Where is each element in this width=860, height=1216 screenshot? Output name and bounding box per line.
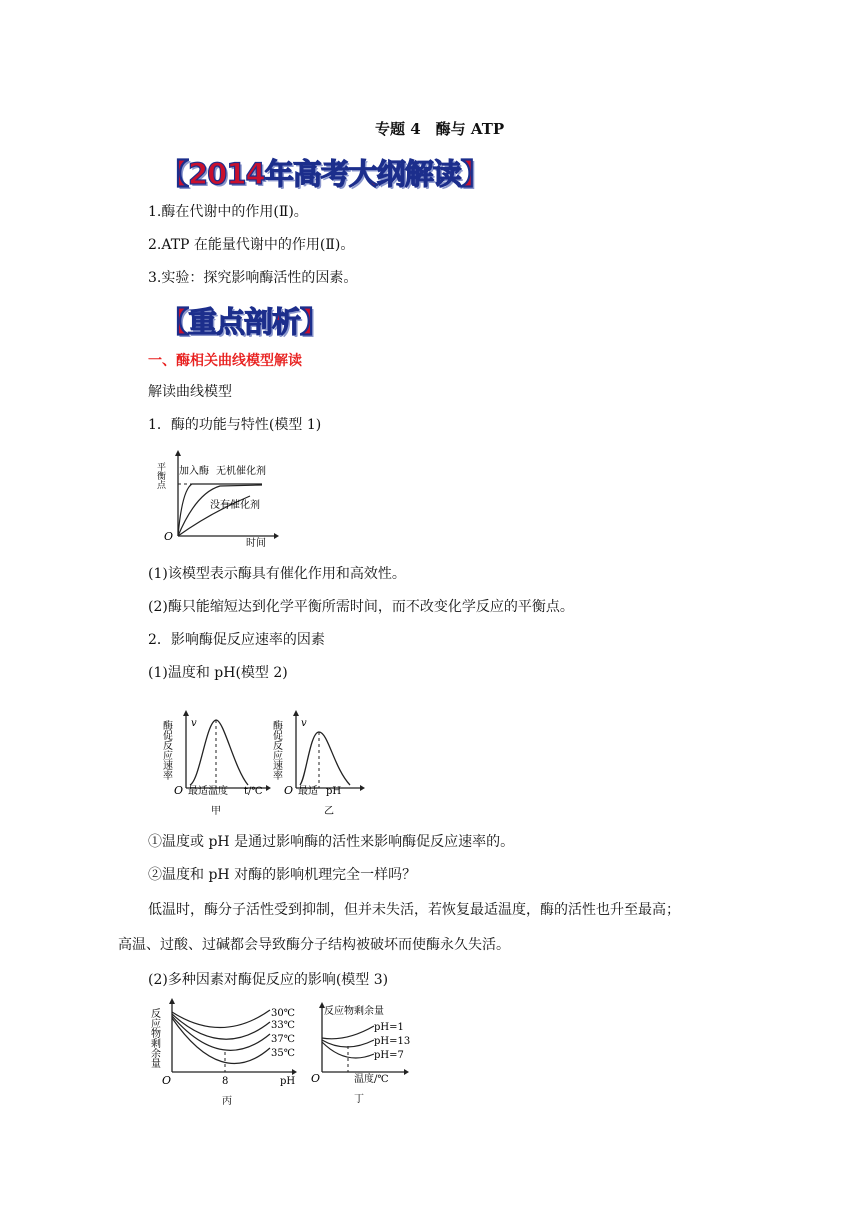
caption: 甲 [211,806,221,817]
x-unit-label: pH [280,1076,296,1087]
ph-curve [300,732,350,785]
x-axis-label: 时间 [246,538,266,549]
origin-label: O [162,1074,172,1087]
x-mark-label: 最适温度 [188,786,228,797]
x-unit-label: pH [326,786,342,797]
sub-heading-1: (1)温度和 pH(模型 2) [148,665,288,681]
temperature-curve [190,720,248,785]
x-unit-label: 温度/℃ [354,1074,389,1085]
y-axis-label: 反应物剩余量 [148,1008,160,1068]
series-label: 35℃ [271,1048,295,1059]
caption: 丁 [354,1094,364,1105]
origin-label: O [311,1072,321,1085]
x-unit-label: t/℃ [244,786,263,797]
series-label: 30℃ [271,1008,295,1019]
y-axis-label: 反应物剩余量 [324,1006,384,1017]
series-label: pH=7 [374,1050,404,1061]
v-label: v [301,718,307,729]
intro-text: 解读曲线模型 [148,384,232,400]
x-mark-label: 最适 [298,786,318,797]
paragraph-2: (2)酶只能缩短达到化学平衡所需时间，而不改变化学反应的平衡点。 [148,599,574,615]
model-3-temperature-ph-figure [148,996,307,1108]
origin-label: O [164,530,174,543]
series-label: 37℃ [271,1034,295,1045]
point-1: ①温度或 pH 是通过影响酶的活性来影响酶促反应速率的。 [148,834,515,850]
paragraph-1: (1)该模型表示酶具有催化作用和高效性。 [148,566,406,582]
series-label: pH=1 [374,1022,404,1033]
origin-label: O [284,784,294,797]
section-heading: 一、酶相关曲线模型解读 [148,353,302,369]
series-label: pH=13 [374,1036,411,1047]
caption: 丙 [222,1096,232,1107]
outline-item-1: 1.酶在代谢中的作用(Ⅱ)。 [148,204,308,220]
origin-label: O [174,784,184,797]
section-banner-key-points: 【重点剖析】 [160,305,329,339]
y-axis-label: 平衡点 [155,462,165,489]
item-1-heading: 1．酶的功能与特性(模型 1) [148,417,322,433]
caption: 乙 [324,806,334,817]
label-enzyme: 加入酶 [179,466,209,477]
sub-heading-2: (2)多种因素对酶促反应的影响(模型 3) [148,972,389,988]
explanation-line-2: 高温、过酸、过碱都会导致酶分子结构被破坏而使酶永久失活。 [118,937,510,953]
model-2-temperature-figure [160,708,272,820]
point-2: ②温度和 pH 对酶的影响机理完全一样吗？ [148,867,417,883]
section-banner-outline: 【2014年高考大纲解读】 [160,157,489,191]
y-axis-label: 酶促反应速率 [270,720,282,780]
model-3-ph-temperature-figure [308,1002,418,1108]
outline-item-3: 3.实验：探究影响酶活性的因素。 [148,270,358,286]
label-no-catalyst: 没有催化剂 [210,500,260,511]
model-2-ph-figure [270,708,382,820]
label-inorganic: 无机催化剂 [216,466,266,477]
y-axis-label: 酶促反应速率 [160,720,172,780]
explanation-line-1: 低温时，酶分子活性受到抑制，但并未失活，若恢复最适温度，酶的活性也升至最高； [148,902,680,918]
item-2-heading: 2．影响酶促反应速率的因素 [148,632,325,648]
page-title: 专题 4 酶与 ATP [375,120,505,138]
x-mark-label: 8 [222,1076,229,1087]
model-1-figure [150,448,280,548]
series-label: 33℃ [271,1020,295,1031]
outline-item-2: 2.ATP 在能量代谢中的作用(Ⅱ)。 [148,237,355,253]
v-label: v [191,718,197,729]
